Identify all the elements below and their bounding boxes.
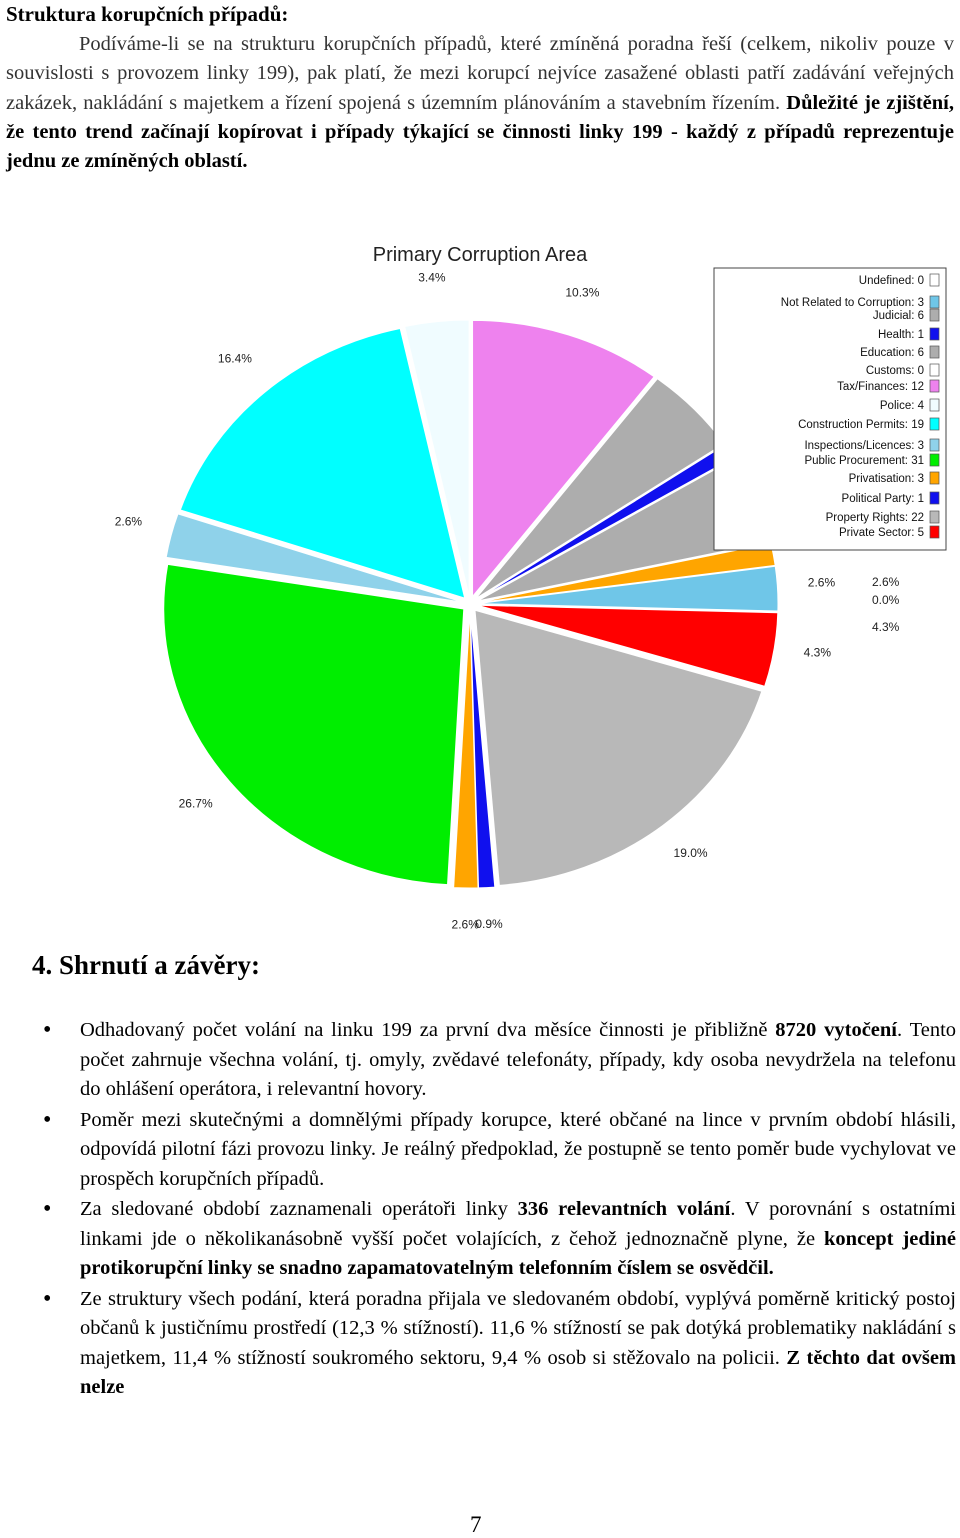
- bullet-bold: koncept jediné protikorupční linky se snadno zapamatovatelným telefonním číslem se osvědčil: [80, 1227, 956, 1279]
- legend-swatch: [930, 454, 939, 466]
- list-item: [80, 1106, 956, 1195]
- legend-swatch: [930, 399, 939, 411]
- slice-label: 2.6%: [114, 514, 143, 529]
- legend-label: Privatisation: 3: [848, 473, 924, 485]
- legend-label: Undefined: 0: [858, 275, 924, 287]
- slice-label-outer: 0.0%: [872, 593, 900, 607]
- legend-label: Judicial: 6: [872, 310, 924, 322]
- legend-label: Tax/Finances: 12: [837, 381, 924, 393]
- legend-label: Inspections/Licences: 3: [804, 440, 924, 452]
- legend-swatch: [930, 309, 939, 321]
- legend-label: Not Related to Corruption: 3: [780, 297, 924, 309]
- legend-swatch: [930, 296, 939, 308]
- section-number: 4.: [32, 950, 53, 980]
- slice-label: 2.6%: [807, 575, 836, 590]
- legend-label: Health: 1: [877, 329, 924, 341]
- bullet-bold: 336 relevantních volání: [517, 1198, 731, 1220]
- legend-swatch: [930, 346, 939, 358]
- legend-label: Customs: 0: [865, 365, 924, 377]
- slice-label-outer: 2.6%: [872, 575, 900, 589]
- list-item: [80, 1285, 956, 1403]
- legend-swatch: [930, 274, 939, 286]
- bullet-bold: 8720 vytočení: [775, 1019, 898, 1041]
- section-title: Shrnutí a závěry:: [59, 950, 260, 980]
- page-heading: Struktura korupčních případů:: [6, 2, 289, 26]
- slice-label: 19.0%: [673, 845, 708, 860]
- bullet-bold: .: [768, 1257, 774, 1279]
- intro-normal-text: Podíváme-li se na strukturu korupčních případů, které zmíněná poradna řeší (celkem, nikoliv pouze v souvislosti s provozem linky 199), pak platí, že mezi korupcí nejvíce zasažené oblasti patří zadávání veřejných zakázek, nakládání s majetkem a řízení spojená s územním plánováním a stavebním řízením.: [6, 33, 954, 114]
- legend-label: Education: 6: [860, 347, 924, 359]
- bullet-text: Odhadovaný počet volání na linku 199 za první dva měsíce činnosti je přibližně: [80, 1019, 776, 1041]
- section-heading: [32, 950, 260, 981]
- legend-label: Construction Permits: 19: [798, 419, 924, 431]
- bullet-text: Poměr mezi skutečnými a domnělými případy korupce, které občané na lince v prvním období hlásili, odpovídá pilotní fázi provozu linky. Je reálný předpoklad, že postupně se tento poměr bude vychylovat ve prospěch korupčních případů.: [80, 1108, 956, 1190]
- legend-swatch: [930, 380, 939, 392]
- legend-label: Public Procurement: 31: [804, 455, 924, 467]
- slice-label-outer: 4.3%: [872, 620, 900, 634]
- legend-label: Police: 4: [879, 400, 924, 412]
- bullet-text: Ze struktury všech podání, která poradna přijala ve sledovaném období, vyplývá poměrně kritický postoj občanů k justičnímu prostředí (12,3 % stížností). 11,6 % stížností se pak dotýká problematiky nakládání s majetkem, 11,4 % stížností soukromého sektoru, 9,4 % osob si stěžovalo na policii.: [80, 1287, 956, 1369]
- slice-label: 4.3%: [803, 645, 832, 660]
- slice-label: 26.7%: [178, 796, 213, 811]
- legend-swatch: [930, 511, 939, 523]
- bullet-text: . V porovnání s ostatními linkami jde o několikanásobně vyšší počet volajících, z čehož jednoznačně plyne, že: [80, 1198, 956, 1250]
- legend-swatch: [930, 328, 939, 340]
- legend-label: Property Rights: 22: [825, 512, 924, 524]
- legend-swatch: [930, 364, 939, 376]
- slice-label: 3.4%: [418, 270, 446, 285]
- legend-swatch: [930, 492, 939, 504]
- intro-paragraph: [6, 30, 954, 176]
- bullet-bold: Z těchto dat ovšem nelze: [80, 1346, 956, 1398]
- legend-label: Private Sector: 5: [838, 527, 924, 539]
- list-item: [80, 1195, 956, 1284]
- pie-chart: [0, 228, 960, 932]
- pie-slice-public-procurement: [164, 564, 464, 884]
- legend-swatch: [930, 418, 939, 430]
- bullet-text: . Tento počet zahrnuje všechna volání, tj. omyly, zvědavé telefonáty, případy, kdy osoba nevydržela na telefonu do ohlášení operátora, i relevantní hovory.: [80, 1019, 957, 1100]
- legend-label: Political Party: 1: [841, 493, 924, 505]
- slice-label: 10.3%: [565, 285, 600, 300]
- slice-label: 2.6%: [451, 917, 479, 932]
- slice-label: 16.4%: [217, 351, 252, 366]
- list-item: [80, 1016, 956, 1105]
- legend-swatch: [930, 526, 939, 538]
- legend-swatch: [930, 439, 939, 451]
- page-number: 7: [470, 1512, 482, 1537]
- chart-title: Primary Corruption Area: [372, 244, 588, 266]
- legend-swatch: [930, 472, 939, 484]
- intro-bold-text: Důležité je zjištění, že tento trend začínají kopírovat i případy týkající se činnosti linky 199 - každý z případů reprezentuje jednu ze zmíněných oblastí.: [6, 91, 954, 173]
- slice-label: 0.9%: [475, 917, 503, 932]
- bullet-text: Za sledované období zaznamenali operátoři linky: [80, 1198, 518, 1220]
- summary-list: [80, 1016, 956, 1404]
